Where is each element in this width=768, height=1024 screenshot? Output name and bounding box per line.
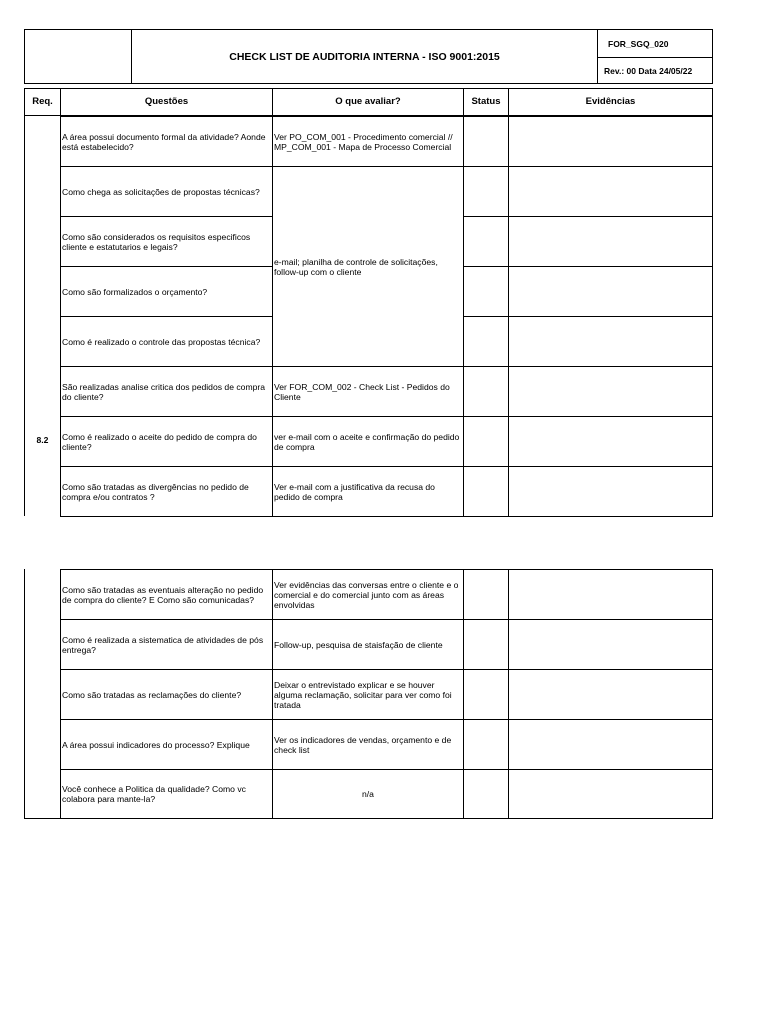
status-cell[interactable]: [463, 416, 509, 467]
evidence-cell[interactable]: [508, 466, 713, 517]
table-row-question: Como são formalizados o orçamento?: [60, 266, 273, 317]
status-cell[interactable]: [463, 669, 509, 720]
req-column-continued: [24, 569, 61, 819]
table-row-question: A área possui indicadores do processo? Explique: [60, 719, 273, 770]
req-value: 8.2: [36, 435, 49, 445]
table-row-evaluate: Ver PO_COM_001 - Procedimento comercial // MP_COM_001 - Mapa de Processo Comercial: [272, 116, 464, 167]
status-cell[interactable]: [463, 466, 509, 517]
status-cell[interactable]: [463, 366, 509, 417]
column-header-status: Status: [463, 88, 509, 116]
column-header-evidence: Evidências: [508, 88, 713, 116]
table-row-evaluate: Ver FOR_COM_002 - Check List - Pedidos do Cliente: [272, 366, 464, 417]
table-row-evaluate: Ver evidências das conversas entre o cliente e o comercial e do comercial junto com as áreas envolvidas: [272, 569, 464, 620]
evidence-cell[interactable]: [508, 416, 713, 467]
status-cell[interactable]: [463, 569, 509, 620]
merged-evaluate-cell: e-mail; planilha de controle de solicitações, follow-up com o cliente: [272, 166, 464, 367]
status-cell[interactable]: [463, 266, 509, 317]
evidence-cell[interactable]: [508, 719, 713, 770]
status-cell[interactable]: [463, 116, 509, 167]
table-row-evaluate: ver e-mail com o aceite e confirmação do pedido de compra: [272, 416, 464, 467]
table-row-evaluate: n/a: [272, 769, 464, 819]
table-row-question: Como são tratadas as reclamações do cliente?: [60, 669, 273, 720]
table-row-evaluate: Follow-up, pesquisa de staisfação de cliente: [272, 619, 464, 670]
table-row-question: Como é realizado o controle das propostas técnica?: [60, 316, 273, 367]
table-row-evaluate: Deixar o entrevistado explicar e se houver alguma reclamação, solicitar para ver como foi tratada: [272, 669, 464, 720]
table-row-question: Como são considerados os requisitos especificos cliente e estatutarios e legais?: [60, 216, 273, 267]
status-cell[interactable]: [463, 316, 509, 367]
table-row-question: Como são tratadas as divergências no pedido de compra e/ou contratos ?: [60, 466, 273, 517]
header-logo-box: [24, 29, 132, 84]
evidence-cell[interactable]: [508, 216, 713, 267]
evidence-cell[interactable]: [508, 769, 713, 819]
table-row-question: Como é realizado o aceite do pedido de compra do cliente?: [60, 416, 273, 467]
table-row-question: Como são tratadas as eventuais alteração no pedido de compra do cliente? E Como são comunicadas?: [60, 569, 273, 620]
table-row-evaluate: Ver e-mail com a justificativa da recusa do pedido de compra: [272, 466, 464, 517]
table-row-question: A área possui documento formal da atividade? Aonde está estabelecido?: [60, 116, 273, 167]
table-row-question: Você conhece a Politica da qualidade? Como vc colabora para mante-la?: [60, 769, 273, 819]
revision-date: Rev.: 00 Data 24/05/22: [597, 57, 713, 84]
table-row-question: Como chega as solicitações de propostas técnicas?: [60, 166, 273, 217]
page-title: CHECK LIST DE AUDITORIA INTERNA - ISO 9001:2015: [131, 29, 598, 84]
status-cell[interactable]: [463, 166, 509, 217]
evidence-cell[interactable]: [508, 116, 713, 167]
evidence-cell[interactable]: [508, 266, 713, 317]
table-row-question: Como é realizada a sistematica de atividades de pós entrega?: [60, 619, 273, 670]
evidence-cell[interactable]: [508, 316, 713, 367]
evidence-cell[interactable]: [508, 569, 713, 620]
evidence-cell[interactable]: [508, 166, 713, 217]
column-header-req: Req.: [24, 88, 61, 116]
doc-code: FOR_SGQ_020: [597, 29, 713, 58]
table-row-evaluate: Ver os indicadores de vendas, orçamento e de check list: [272, 719, 464, 770]
status-cell[interactable]: [463, 769, 509, 819]
evidence-cell[interactable]: [508, 366, 713, 417]
column-header-questions: Questões: [60, 88, 273, 116]
column-header-evaluate: O que avaliar?: [272, 88, 464, 116]
table-row-question: São realizadas analise critica dos pedidos de compra do cliente?: [60, 366, 273, 417]
status-cell[interactable]: [463, 216, 509, 267]
status-cell[interactable]: [463, 619, 509, 670]
evidence-cell[interactable]: [508, 619, 713, 670]
status-cell[interactable]: [463, 719, 509, 770]
evidence-cell[interactable]: [508, 669, 713, 720]
req-column: [24, 116, 61, 516]
